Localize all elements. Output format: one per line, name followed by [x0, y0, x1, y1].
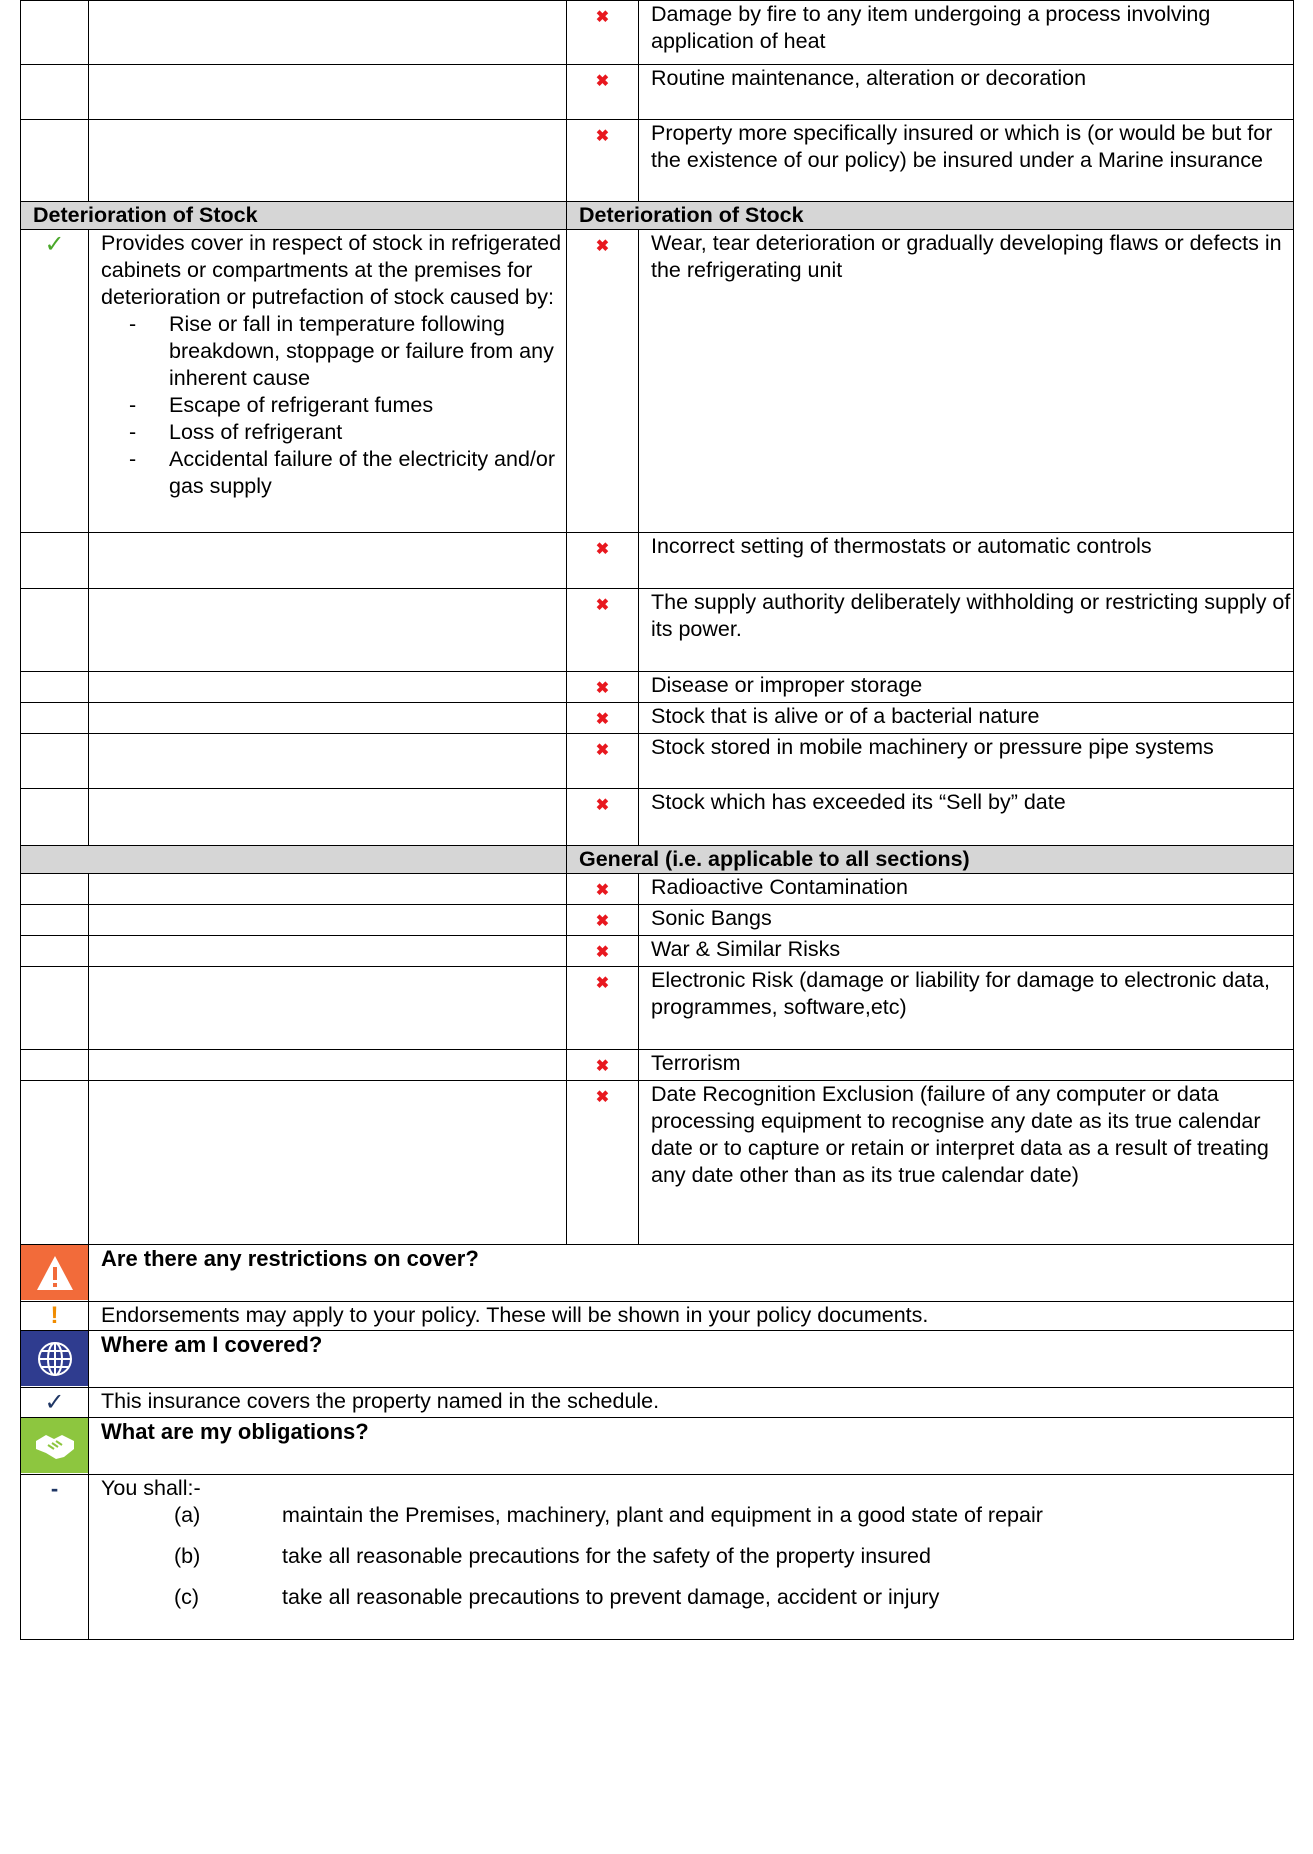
list-item [101, 1543, 1293, 1584]
list-item: - Rise or fall in temperature following breakdown, stoppage or failure from any inherent cause [129, 311, 566, 392]
table-row [21, 533, 1294, 589]
list-item [101, 1502, 1293, 1543]
cross-icon: ✖ [595, 128, 610, 145]
globe-icon [21, 1331, 88, 1386]
cross-icon: ✖ [595, 742, 610, 759]
list-item: - Escape of refrigerant fumes [129, 392, 566, 419]
table-row [21, 1388, 1294, 1418]
cover-bullet-list [101, 311, 566, 500]
exclusion-header: Deterioration of Stock [567, 202, 1294, 230]
obligations-intro: You shall:- [101, 1476, 201, 1500]
list-item: - Loss of refrigerant [129, 419, 566, 446]
list-item [101, 1584, 1293, 1625]
general-header: General (i.e. applicable to all sections) [567, 846, 1294, 874]
exclusion-text: Date Recognition Exclusion (failure of any computer or data processing equipment to recognise any date as its true calendar date or to capture or retain or interpret data as a result of treating any date other than as its true calendar date) [639, 1081, 1294, 1245]
cross-icon: ✖ [595, 680, 610, 697]
section-text: Endorsements may apply to your policy. These will be shown in your policy documents. [89, 1302, 1294, 1331]
cross-icon: ✖ [595, 541, 610, 558]
item-label: (b) [174, 1544, 201, 1568]
exclusion-text: Routine maintenance, alteration or decoration [639, 65, 1294, 120]
cross-icon: ✖ [595, 797, 610, 814]
cross-icon: ✖ [595, 597, 610, 614]
table-row [21, 734, 1294, 789]
handshake-icon [21, 1418, 88, 1473]
cover-header: Deterioration of Stock [21, 202, 567, 230]
cross-icon: ✖ [595, 73, 610, 90]
section-title: Are there any restrictions on cover? [89, 1245, 1294, 1302]
section-header-row [21, 202, 1294, 230]
item-text: take all reasonable precautions to prevent damage, accident or injury [282, 1585, 940, 1609]
cross-icon: ✖ [595, 711, 610, 728]
exclamation-icon: ! [50, 1302, 59, 1329]
cross-icon: ✖ [595, 9, 610, 26]
table-row [21, 589, 1294, 672]
where-title-row [21, 1331, 1294, 1388]
item-text: maintain the Premises, machinery, plant and equipment in a good state of repair [282, 1503, 1043, 1527]
table-row [21, 672, 1294, 703]
table-row [21, 905, 1294, 936]
table-row [21, 936, 1294, 967]
check-icon: ✓ [44, 1389, 65, 1416]
exclusion-text: War & Similar Risks [639, 936, 1294, 967]
cross-icon: ✖ [595, 1089, 610, 1106]
exclusion-text: Damage by fire to any item undergoing a process involving application of heat [639, 1, 1294, 65]
cover-description [89, 230, 567, 533]
table-row [21, 65, 1294, 120]
table-row [21, 1475, 1294, 1640]
cross-icon: ✖ [595, 975, 610, 992]
policy-table [20, 0, 1294, 1640]
section-header-row [21, 846, 1294, 874]
exclusion-text: Terrorism [639, 1050, 1294, 1081]
exclusion-text: The supply authority deliberately withholding or restricting supply of its power. [639, 589, 1294, 672]
item-label: (a) [174, 1503, 201, 1527]
section-title: What are my obligations? [89, 1418, 1294, 1475]
cover-intro: Provides cover in respect of stock in refrigerated cabinets or compartments at the premises for deterioration or putrefaction of stock caused by: [101, 231, 562, 309]
table-row [21, 703, 1294, 734]
exclusion-text: Stock stored in mobile machinery or pressure pipe systems [639, 734, 1294, 789]
table-row [21, 120, 1294, 202]
table-row [21, 874, 1294, 905]
exclusion-text: Property more specifically insured or which is (or would be but for the existence of our policy) be insured under a Marine insurance [639, 120, 1294, 202]
check-icon: ✓ [44, 231, 65, 258]
exclusion-text: Stock which has exceeded its “Sell by” date [639, 789, 1294, 846]
cross-icon: ✖ [595, 913, 610, 930]
cross-icon: ✖ [595, 944, 610, 961]
exclusion-text: Disease or improper storage [639, 672, 1294, 703]
table-row [21, 1050, 1294, 1081]
section-text: This insurance covers the property named in the schedule. [89, 1388, 1294, 1418]
table-row [21, 1, 1294, 65]
cross-icon: ✖ [595, 1058, 610, 1075]
exclusion-text: Electronic Risk (damage or liability for damage to electronic data, programmes, software,etc) [639, 967, 1294, 1050]
exclusion-text: Incorrect setting of thermostats or automatic controls [639, 533, 1294, 589]
table-row [21, 1081, 1294, 1245]
item-text: take all reasonable precautions for the safety of the property insured [282, 1544, 931, 1568]
list-item: - Accidental failure of the electricity and/or gas supply [129, 446, 566, 500]
obligations-title-row [21, 1418, 1294, 1475]
table-row [21, 967, 1294, 1050]
cross-icon: ✖ [595, 882, 610, 899]
table-row [21, 230, 1294, 533]
exclusion-text: Sonic Bangs [639, 905, 1294, 936]
item-label: (c) [174, 1585, 200, 1609]
dash-icon: - [50, 1476, 59, 1501]
table-row [21, 789, 1294, 846]
section-title: Where am I covered? [89, 1331, 1294, 1388]
restrictions-title-row [21, 1245, 1294, 1302]
warning-triangle-icon [21, 1245, 88, 1300]
cross-icon: ✖ [595, 238, 610, 255]
obligations-content [89, 1475, 1294, 1640]
exclusion-text: Wear, tear deterioration or gradually developing flaws or defects in the refrigerating unit [639, 230, 1294, 533]
exclusion-text: Stock that is alive or of a bacterial nature [639, 703, 1294, 734]
table-row [21, 1302, 1294, 1331]
exclusion-text: Radioactive Contamination [639, 874, 1294, 905]
